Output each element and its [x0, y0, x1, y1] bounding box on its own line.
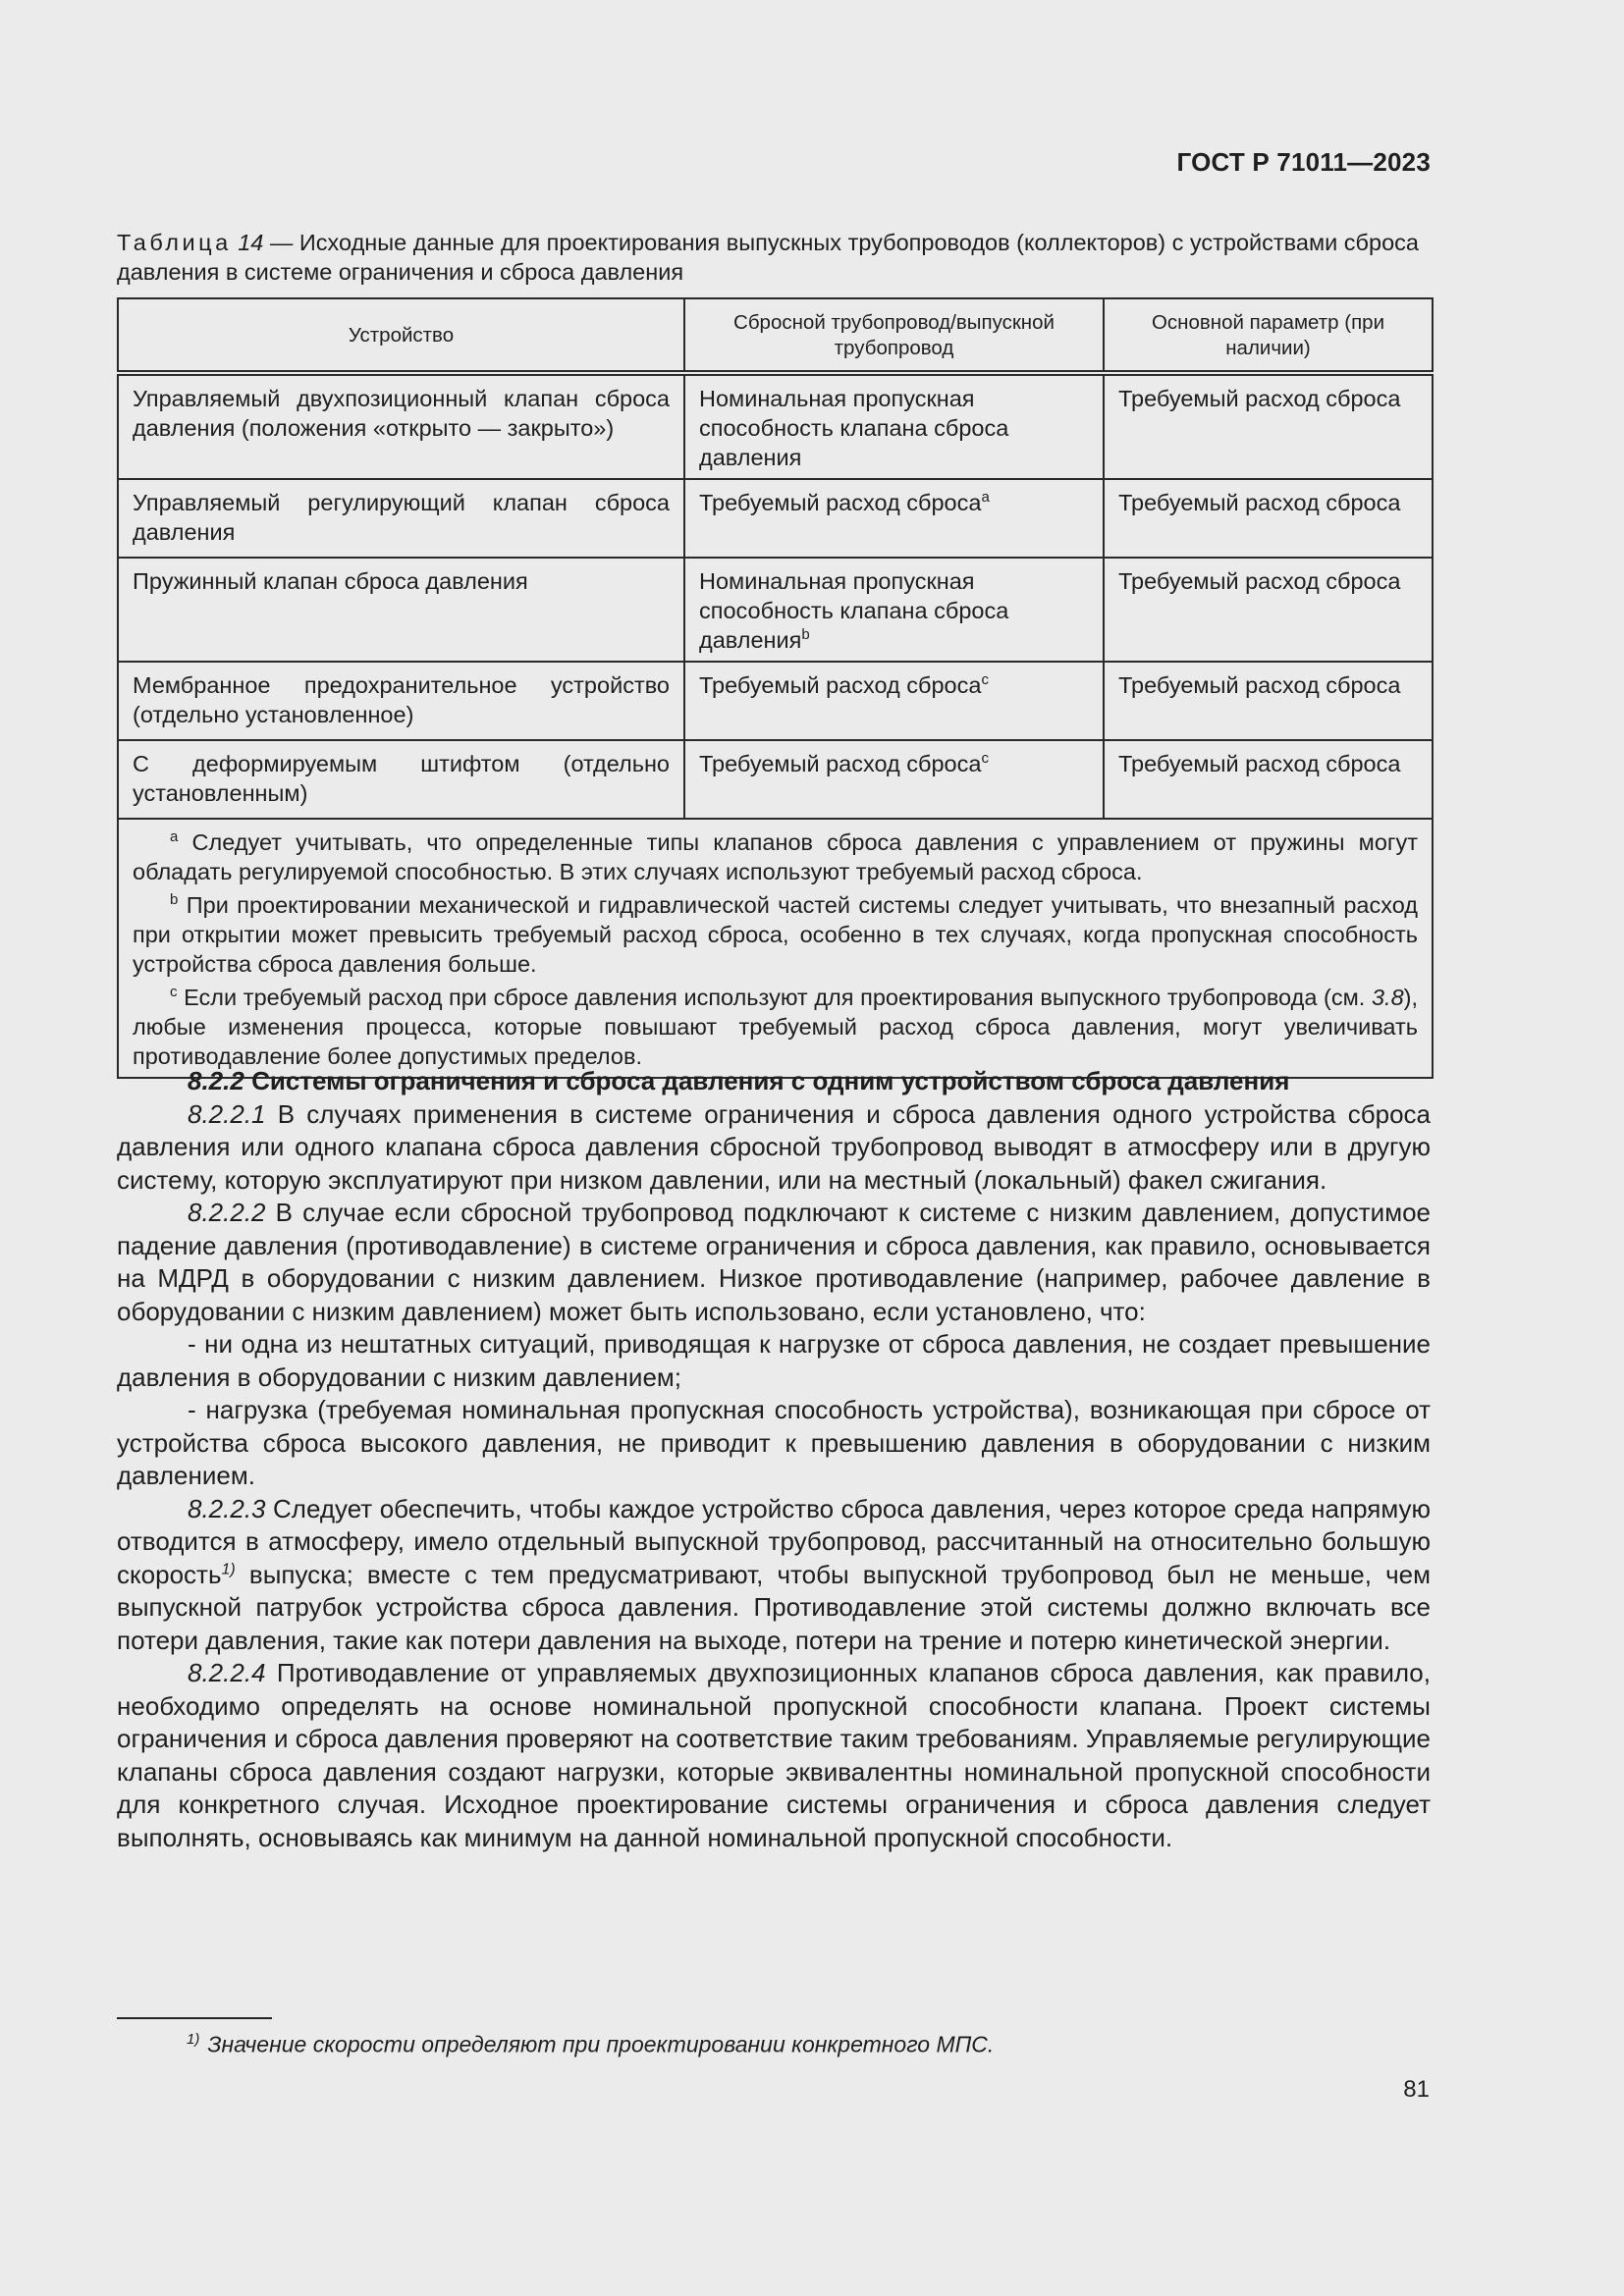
- device-cell: Мембранное предохранительное устройство (отдельно установленное): [118, 662, 684, 740]
- table-notes: [118, 819, 1433, 1078]
- bullet-item: - ни одна из нештатных ситуаций, приводящая к нагрузке от сброса давления, не создает превышение давления в оборудовании с низким давлением;: [117, 1329, 1431, 1392]
- paragraph: 8.2.2.2 В случае если сбросной трубопровод подключают к системе с низким давлением, допустимое падение давления (противодавление) в системе ограничения и сброса давления, как правило, основывается на МДРД в оборудовании с низким давлением. Низкое противодавление (например, рабочее давление в оборудовании с низким давлением) может быть использовано, если установлено, что:: [117, 1198, 1431, 1326]
- paragraph: 8.2.2.1 В случаях применения в системе ограничения и сброса давления одного устройства сброса давления или одного клапана сброса давления сбросной трубопровод выводят в атмосферу или в другую систему, которую эксплуатируют при низком давлении, или на местный (локальный) факел сжигания.: [117, 1098, 1431, 1195]
- pipe-cell: Требуемый расход сброса$^c$: [684, 740, 1104, 819]
- param-cell: Требуемый расход сброса: [1104, 740, 1433, 819]
- table-note: $^b$ При проектировании механической и гидравлической частей системы следует учитывать, что внезапный расход при открытии может превысить требуемый расход сброса, особенно в тех случаях, когда пропускная способность устройства сброса давления больше.: [133, 891, 1418, 977]
- pipe-cell: Требуемый расход сброса$^c$: [684, 662, 1104, 740]
- table-row: [118, 662, 1433, 740]
- table-row: [118, 740, 1433, 819]
- caption-prefix: Таблица: [117, 230, 232, 255]
- device-cell: Управляемый регулирующий клапан сброса давления: [118, 479, 684, 558]
- footnote-ref[interactable]: 1): [221, 1560, 236, 1577]
- pipe-cell: Номинальная пропускная способность клапана сброса давления$^b$: [684, 558, 1104, 662]
- footnote: $^{1)}$ Значение скорости определяют при проектировании конкретного МПС.: [187, 2031, 995, 2057]
- table-row: [118, 558, 1433, 662]
- table-header-row: [118, 298, 1433, 373]
- caption-text: — Исходные данные для проектирования выпускных трубопроводов (коллекторов) с устройствами сброса давления в системе ограничения и сброса давления: [117, 230, 1419, 285]
- paragraph: 8.2.2.4 Противодавление от управляемых двухпозиционных клапанов сброса давления, как правило, необходимо определять на основе номинальной пропускной способности клапана. Проект системы ограничения и сброса давления проверяют на соответствие таким требованиям. Управляемые регулирующие клапаны сброса давления создают нагрузки, которые эквивалентны номинальной пропускной способности для конкретного случая. Исходное проектирование системы ограничения и сброса давления следует выполнять, основываясь как минимум на данной номинальной пропускной способности.: [117, 1658, 1431, 1852]
- caption-number: 14: [238, 230, 264, 255]
- pipe-cell: Требуемый расход сброса$^a$: [684, 479, 1104, 558]
- data-table: [117, 297, 1434, 1079]
- bullet-item: - нагрузка (требуемая номинальная пропускная способность устройства), возникающая при сбросе от устройства сброса высокого давления, не приводит к превышению давления в оборудовании с низким давлением.: [117, 1395, 1431, 1490]
- table-note: $^a$ Следует учитывать, что определенные типы клапанов сброса давления с управлением от пружины могут обладать регулируемой способностью. В этих случаях используют требуемый расход сброса.: [133, 828, 1418, 884]
- footnote-divider: [117, 2017, 272, 2019]
- table-note: $^c$ Если требуемый расход при сбросе давления используют для проектирования выпускного трубопровода (см. 3.8), любые изменения процесса, которые повышают требуемый расход сброса давления, могут увеличивать противодавление более допустимых пределов.: [133, 984, 1418, 1069]
- device-cell: Пружинный клапан сброса давления: [118, 558, 684, 662]
- pipe-cell: Номинальная пропускная способность клапана сброса давления: [684, 373, 1104, 479]
- paragraph: 8.2.2.3 Следует обеспечить, чтобы каждое устройство сброса давления, через которое среда напрямую отводится в атмосферу, имело отдельный выпускной трубопровод, рассчитанный на относительно большую скорость$^{1)}$ выпуска; вместе с тем предусматривают, чтобы выпускной трубопровод был не меньше, чем выпускной патрубок устройства сброса давления. Противодавление этой системы должно включать все потери давления, такие как потери давления на выходе, потери на трение и потерю кинетической энергии.: [117, 1493, 1431, 1655]
- column-header: Основной параметр (при наличии): [1104, 298, 1433, 373]
- table-notes-row: [118, 819, 1433, 1078]
- param-cell: Требуемый расход сброса: [1104, 373, 1433, 479]
- section-heading: 8.2.2 Системы ограничения и сброса давления с одним устройством сброса давления: [188, 1066, 1290, 1095]
- column-header: Сбросной трубопровод/выпускной трубопровод: [684, 298, 1104, 373]
- document-code: ГОСТ Р 71011—2023: [1176, 147, 1431, 177]
- param-cell: Требуемый расход сброса: [1104, 558, 1433, 662]
- column-header: Устройство: [118, 298, 684, 373]
- device-cell: Управляемый двухпозиционный клапан сброса давления (положения «открыто — закрыто»): [118, 373, 684, 479]
- table-caption: [117, 228, 1431, 287]
- section-body: [117, 1065, 1431, 1854]
- param-cell: Требуемый расход сброса: [1104, 479, 1433, 558]
- param-cell: Требуемый расход сброса: [1104, 662, 1433, 740]
- page-number: 81: [1403, 2076, 1430, 2103]
- table-row: [118, 373, 1433, 479]
- device-cell: С деформируемым штифтом (отдельно установленным): [118, 740, 684, 819]
- table-row: [118, 479, 1433, 558]
